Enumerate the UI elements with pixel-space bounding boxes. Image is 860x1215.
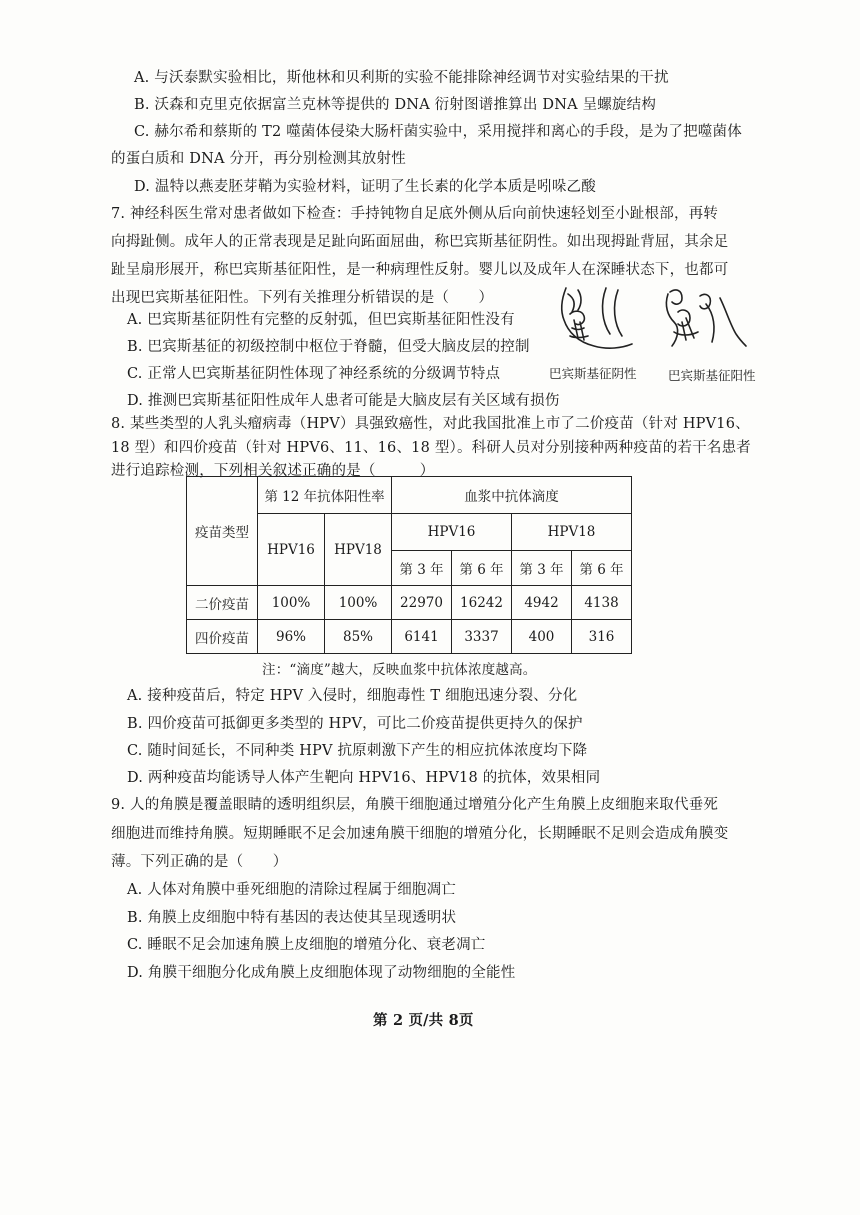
- q6-option-c-cont: 的蛋白质和 DNA 分开，再分别检测其放射性: [111, 151, 406, 167]
- q7-stem: 7. 神经科医生常对患者做如下检查：手持钝物自足底外侧从后向前快速轻划至小趾根部，再转: [111, 206, 719, 222]
- header-pos-hpv16: HPV16: [258, 514, 325, 586]
- cell-t16y3: 22970: [392, 586, 452, 620]
- q9-option-d: D. 角膜干细胞分化成角膜上皮细胞体现了动物细胞的全能性: [127, 965, 516, 981]
- babinski-negative-caption: 巴宾斯基征阴性: [549, 366, 637, 381]
- q8-stem-2: 18 型）和四价疫苗（针对 HPV6、11、16、18 型）。科研人员对分别接种两种疫苗的若干名患者: [111, 440, 751, 456]
- cell-pos18: 85%: [325, 620, 392, 654]
- q9-stem-3: 薄。下列正确的是（ ）: [111, 854, 288, 870]
- q9-stem: 9. 人的角膜是覆盖眼睛的透明组织层，角膜干细胞通过增殖分化产生角膜上皮细胞来取代垂死: [111, 797, 719, 813]
- row-vaccine-name: 四价疫苗: [187, 620, 258, 654]
- q7-stem-4: 出现巴宾斯基征阳性。下列有关推理分析错误的是（ ）: [111, 290, 494, 306]
- q7-option-a: A. 巴宾斯基征阴性有完整的反射弧，但巴宾斯基征阳性没有: [127, 312, 515, 328]
- cell-t18y6: 4138: [572, 586, 632, 620]
- header-pos-hpv18: HPV18: [325, 514, 392, 586]
- babinski-negative-figure: [548, 280, 638, 362]
- cell-t16y6: 16242: [452, 586, 512, 620]
- q9-stem-2: 细胞进而维持角膜。短期睡眠不足会加速角膜干细胞的增殖分化，长期睡眠不足则会造成角膜变: [111, 826, 729, 842]
- q6-option-a: A. 与沃泰默实验相比，斯他林和贝利斯的实验不能排除神经调节对实验结果的干扰: [134, 70, 669, 86]
- cell-pos16: 96%: [258, 620, 325, 654]
- header-hpv18-year3: 第 3 年: [512, 551, 572, 586]
- babinski-positive-figure: [660, 282, 750, 362]
- q7-option-b: B. 巴宾斯基征的初级控制中枢位于脊髓，但受大脑皮层的控制: [127, 339, 530, 355]
- cell-t16y3: 6141: [392, 620, 452, 654]
- q8-option-c: C. 随时间延长，不同种类 HPV 抗原刺激下产生的相应抗体浓度均下降: [127, 743, 588, 759]
- q7-option-d: D. 推测巴宾斯基征阳性成年人患者可能是大脑皮层有关区域有损伤: [127, 393, 560, 409]
- cell-pos18: 100%: [325, 586, 392, 620]
- row-vaccine-name: 二价疫苗: [187, 586, 258, 620]
- cell-t16y6: 3337: [452, 620, 512, 654]
- cell-t18y6: 316: [572, 620, 632, 654]
- q8-option-b: B. 四价疫苗可抵御更多类型的 HPV，可比二价疫苗提供更持久的保护: [127, 716, 583, 732]
- q8-option-a: A. 接种疫苗后，特定 HPV 入侵时，细胞毒性 T 细胞迅速分裂、分化: [127, 688, 578, 704]
- header-vaccine-type: 疫苗类型: [187, 477, 258, 586]
- q9-option-c: C. 睡眠不足会加速角膜上皮细胞的增殖分化、衰老凋亡: [127, 937, 486, 953]
- table-row: [187, 586, 632, 620]
- header-titer: 血浆中抗体滴度: [392, 477, 632, 514]
- header-titer-hpv16: HPV16: [392, 514, 512, 551]
- header-titer-hpv18: HPV18: [512, 514, 632, 551]
- q6-option-b: B. 沃森和克里克依据富兰克林等提供的 DNA 衍射图谱推算出 DNA 呈螺旋结构: [134, 97, 657, 113]
- cell-t18y3: 400: [512, 620, 572, 654]
- q7-stem-3: 趾呈扇形展开，称巴宾斯基征阳性，是一种病理性反射。婴儿以及成年人在深睡状态下，也都可: [111, 262, 729, 278]
- q8-option-d: D. 两种疫苗均能诱导人体产生靶向 HPV16、HPV18 的抗体，效果相同: [127, 770, 601, 786]
- header-hpv18-year6: 第 6 年: [572, 551, 632, 586]
- q7-option-c: C. 正常人巴宾斯基征阴性体现了神经系统的分级调节特点: [127, 366, 501, 382]
- q6-option-d: D. 温特以燕麦胚芽鞘为实验材料，证明了生长素的化学本质是吲哚乙酸: [134, 179, 596, 195]
- header-hpv16-year6: 第 6 年: [452, 551, 512, 586]
- q8-stem: 8. 某些类型的人乳头瘤病毒（HPV）具强致癌性，对此我国批准上市了二价疫苗（针对 HPV16、: [111, 416, 750, 432]
- page-number: 第 2 页/共 8页: [373, 1012, 474, 1029]
- cell-t18y3: 4942: [512, 586, 572, 620]
- q9-option-a: A. 人体对角膜中垂死细胞的清除过程属于细胞凋亡: [127, 882, 456, 898]
- q7-stem-2: 向拇趾侧。成年人的正常表现是足趾向跖面屈曲，称巴宾斯基征阴性。如出现拇趾背屈，其余足: [111, 234, 729, 250]
- q6-option-c: C. 赫尔希和蔡斯的 T2 噬菌体侵染大肠杆菌实验中，采用搅拌和离心的手段，是为了把噬菌体: [134, 124, 742, 140]
- q9-option-b: B. 角膜上皮细胞中特有基因的表达使其呈现透明状: [127, 910, 457, 926]
- table-row: [187, 620, 632, 654]
- babinski-positive-caption: 巴宾斯基征阳性: [668, 368, 756, 383]
- header-hpv16-year3: 第 3 年: [392, 551, 452, 586]
- hpv-antibody-table: [186, 476, 632, 654]
- cell-pos16: 100%: [258, 586, 325, 620]
- q8-stem-3: 进行追踪检测，下列相关叙述正确的是（ ）: [111, 463, 435, 479]
- header-positive-rate: 第 12 年抗体阳性率: [258, 477, 392, 514]
- table-note: 注：“滴度”越大，反映血浆中抗体浓度越高。: [262, 662, 537, 678]
